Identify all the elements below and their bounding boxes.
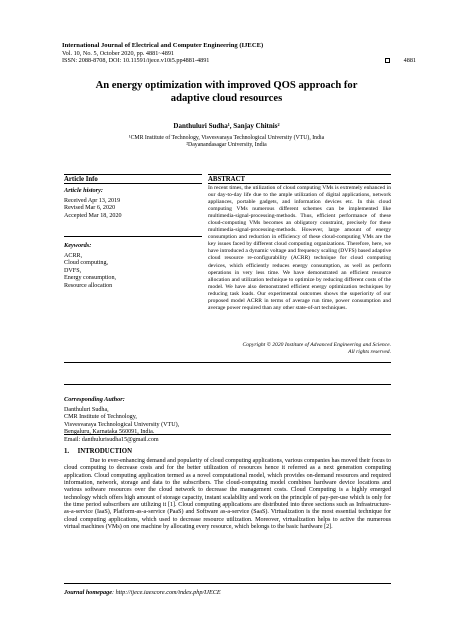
rule-footer (64, 583, 391, 584)
journal-header (62, 42, 416, 65)
volume-info: Vol. 10, No. 5, October 2020, pp. 4881~4891 (62, 49, 175, 57)
homepage-label: Journal homepage (64, 589, 112, 596)
rule-article-info-top (64, 174, 202, 175)
title-line-2: adaptive cloud resources (170, 93, 283, 104)
keyword-item: Resource allocation (64, 282, 113, 289)
history-revised: Revised Mar 6, 2020 (64, 205, 116, 212)
rule-history-bottom (64, 236, 202, 237)
rule-abstract-top (208, 174, 391, 175)
issn-doi: ISSN: 2088-8708, DOI: 10.11591/ijece.v10i5.pp4881-4891 (62, 57, 210, 65)
paper-title (40, 79, 413, 105)
title-line-1: An energy optimization with improved QOS approach for (95, 80, 358, 91)
article-history (64, 187, 202, 220)
keywords-section (64, 242, 202, 291)
corresponding-line: CMR Institute of Technology, (64, 414, 137, 421)
copyright-line-1: Copyright © 2020 Institute of Advanced Engineering and Science. (242, 342, 391, 348)
history-received: Received Apr 13, 2019 (64, 197, 121, 204)
history-label: Article history: (64, 187, 104, 194)
corresponding-line: Bengaluru, Karnataka 560091, India. (64, 429, 155, 436)
copyright-line-2: All rights reserved. (348, 349, 391, 356)
rule-article-info-bottom (64, 183, 202, 184)
journal-homepage (64, 589, 221, 596)
keyword-item: DVFS, (64, 267, 82, 274)
article-info-heading: Article Info (64, 176, 98, 183)
corresponding-line: Danthuluri Sudha, (64, 406, 109, 413)
keyword-item: Cloud computing, (64, 260, 109, 267)
corresponding-email[interactable]: Email: danthulurisudha15@gmail.com (64, 436, 159, 443)
journal-name: International Journal of Electrical and Computer Engineering (IJECE) (62, 42, 264, 49)
homepage-link[interactable]: : http://ijece.iaescore.com/index.php/IJECE (111, 589, 221, 596)
keyword-item: ACRR, (64, 252, 83, 259)
section-heading-introduction: 1. INTRODUCTION (64, 448, 132, 455)
corresponding-label: Corresponding Author: (64, 396, 125, 403)
abstract-text: In recent times, the utilization of cloud computing VMs is extremely enhanced in our day-to-day life due to the ample utilization of digital applications, network appliances, portable gadgets, and information devices etc. In this cloud computing VMs numerous different schemes can be implemented like multimedia-signal-processing-methods. Thus, efficient performance of these cloud-computing VMs becomes an obligatory constraint, precisely for these multimedia-signal-processing-methods. However, large amount of energy consumption and reduction in efficiency of these cloud-computing VMs are the key issues faced by different cloud computing organizations. Therefore, here, we have introduced a dynamic voltage and frequency scaling (DVFS) based adaptive cloud resource re-configurability (ACRR) technique for cloud computing devices, which efficiently reduces energy consumption, as well as perform operations in very less time. We have demonstrated an efficient resource allocation and utilization technique to optimize by reducing different costs of the model. We have also demonstrated efficient energy optimization techniques by reducing task loads. Our experimental outcomes shows the superiority of our proposed model ACRR in terms of average run time, power consumption and average power required than any other state-of-art techniques. (208, 185, 391, 311)
corresponding-line: Visvesvaraya Technological University (VTU), (64, 421, 180, 428)
keywords-label: Keywords: (64, 242, 92, 249)
affiliations (40, 135, 413, 149)
abstract-heading: ABSTRACT (208, 176, 246, 183)
introduction-text: Due to ever-enhancing demand and popularity of cloud computing applications, various companies has moved their focus to cloud computing to decrease costs and for the better utilization of resources hence it referred as a next generation computing application. Cloud computing application termed as a novel computational model, which provides on-demand resources and required information, network, storage and data to the subscribers. The cloud-computing model combines hardware device locations and various software resources over the cloud network to decrease the management costs. Cloud Computing is a highly emerged technology which offers high amount of storage capacity, instant scalability and work on the principle of pay-per-use which is only for the time period subscribers are utilizing it [1]. Cloud computing applications are distributed into three sections such as Infrastructure-as-a-service (IaaS), Platform-as-a-service (PaaS) and Software as-a-service (SaaS). Virtualization is the most essential technique for cloud computing applications, which used to decrease resource utilization. Moreover, virtualization helps to active the numerous virtual machines (VMs) on one machine by allocating every resource, which belongs to the basic hardware [2]. (64, 458, 391, 531)
copyright-notice (208, 342, 391, 356)
history-accepted: Accepted Mar 18, 2020 (64, 212, 122, 219)
keyword-item: Energy consumption, (64, 275, 117, 282)
page-number-group (385, 57, 416, 65)
rule-corr-top (64, 384, 391, 385)
rule-abstract-bottom (208, 183, 391, 184)
authors: Danthuluri Sudha¹, Sanjay Chitnis² (173, 122, 280, 130)
checkbox-icon (385, 58, 390, 63)
rule-info-end (64, 362, 391, 363)
page-number: 4881 (403, 57, 416, 65)
affiliation-2: ²Dayanandasagar University, India (186, 142, 267, 149)
corresponding-author (64, 396, 394, 445)
affiliation-1: ¹CMR Institute of Technology, Visvesvaraya Technological University (VTU), India (128, 135, 325, 141)
issn-row (62, 57, 416, 65)
